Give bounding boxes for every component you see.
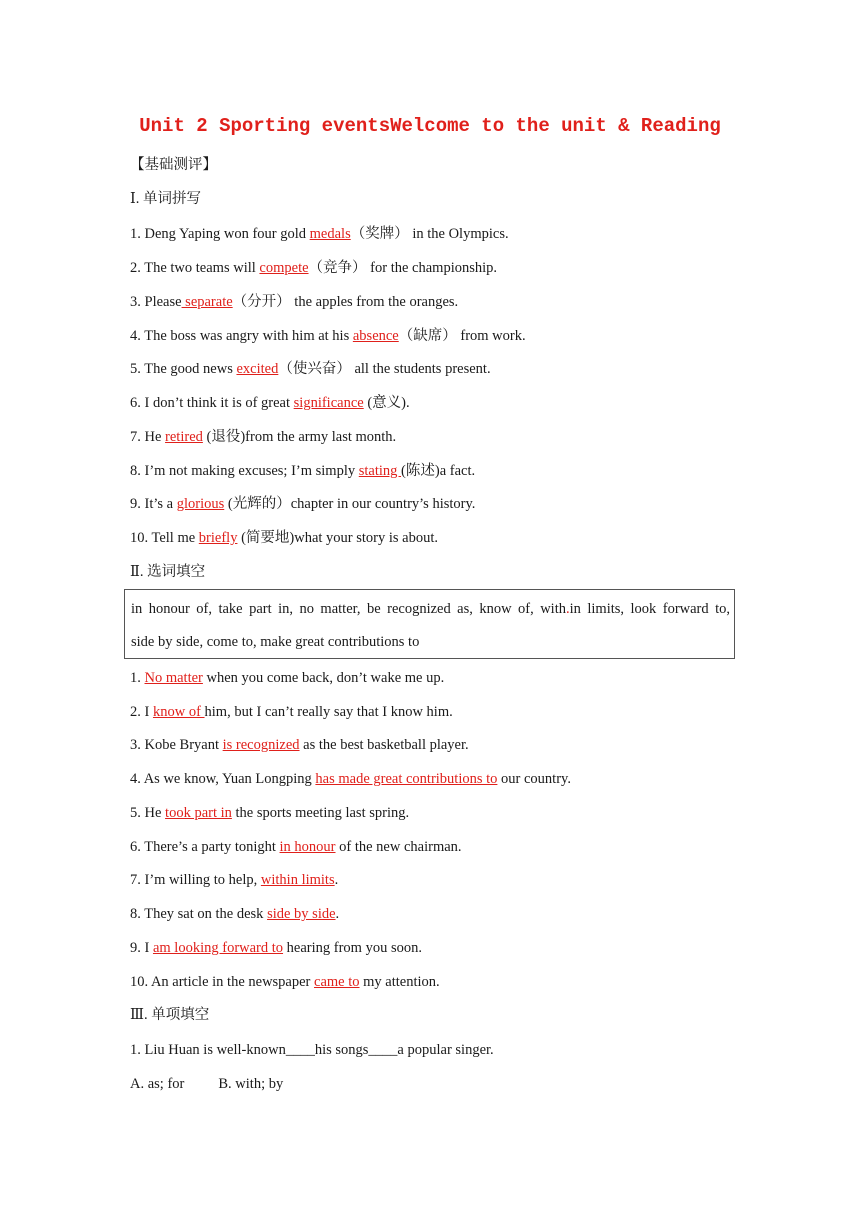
answer: retired bbox=[165, 429, 203, 445]
multiple-choice-question: 1. Liu Huan is well-known____his songs____a popular singer. bbox=[130, 1042, 494, 1058]
spelling-item: 6. I don’t think it is of great significance (意义). bbox=[130, 395, 410, 411]
fill-blank-item: 6. There’s a party tonight in honour of the new chairman. bbox=[130, 839, 462, 855]
fill-blank-item: 1. No matter when you come back, don’t wake me up. bbox=[130, 670, 445, 686]
fill-blank-item: 8. They sat on the desk side by side. bbox=[130, 906, 340, 922]
answer: within limits bbox=[260, 872, 335, 888]
part1-heading: Ⅰ. 单词拼写 bbox=[130, 191, 201, 207]
fill-blank-item: 5. He took part in the sports meeting last spring. bbox=[130, 805, 410, 821]
answer: am looking forward to bbox=[152, 940, 284, 956]
answer: compete bbox=[259, 260, 309, 276]
spelling-item: 5. The good news excited（使兴奋） all the students present. bbox=[130, 361, 491, 377]
spelling-item: 9. It’s a glorious (光辉的）chapter in our country’s history. bbox=[130, 496, 476, 512]
option-b: B. with; by bbox=[218, 1076, 284, 1092]
part2-heading: Ⅱ. 选词填空 bbox=[130, 564, 206, 580]
spelling-item: 8. I’m not making excuses; I’m simply stating (陈述)a fact. bbox=[130, 463, 476, 479]
answer: briefly bbox=[198, 530, 238, 546]
answer: came to bbox=[314, 974, 360, 990]
word-bank-line: side by side, come to, make great contributions to bbox=[131, 634, 420, 650]
section-heading: 【基础测评】 bbox=[130, 157, 217, 173]
answer: separate bbox=[181, 294, 233, 310]
word-bank-box bbox=[124, 589, 735, 659]
part3-heading: Ⅲ. 单项填空 bbox=[130, 1007, 210, 1023]
answer: in honour bbox=[279, 839, 336, 855]
page-title: Unit 2 Sporting eventsWelcome to the unit & Reading bbox=[139, 115, 721, 137]
answer: know of bbox=[152, 704, 205, 720]
spelling-item: 3. Please separate（分开） the apples from the oranges. bbox=[130, 294, 459, 310]
answer: side by side bbox=[267, 906, 336, 922]
word-bank-line: in honour of, take part in, no matter, be recognized as, know of, with.in limits, look forward to, bbox=[131, 601, 731, 617]
answer: medals bbox=[309, 226, 351, 242]
answer: No matter bbox=[144, 670, 203, 686]
spelling-item: 10. Tell me briefly (简要地)what your story is about. bbox=[130, 530, 439, 546]
fill-blank-item: 2. I know of him, but I can’t really say that I know him. bbox=[130, 704, 453, 720]
answer: excited bbox=[236, 361, 279, 377]
spelling-item: 4. The boss was angry with him at his absence（缺席） from work. bbox=[130, 328, 526, 344]
answer: has made great contributions to bbox=[315, 771, 498, 787]
answer-options bbox=[130, 1074, 283, 1094]
answer: absence bbox=[352, 328, 399, 344]
answer: stating bbox=[358, 463, 402, 479]
fill-blank-item: 9. I am looking forward to hearing from you soon. bbox=[130, 940, 422, 956]
fill-blank-item: 3. Kobe Bryant is recognized as the best basketball player. bbox=[130, 737, 469, 753]
answer: is recognized bbox=[222, 737, 300, 753]
answer: significance bbox=[293, 395, 364, 411]
answer: glorious bbox=[176, 496, 225, 512]
option-a: A. as; for bbox=[130, 1076, 185, 1092]
spelling-item: 7. He retired (退役)from the army last month. bbox=[130, 429, 397, 445]
spelling-item: 2. The two teams will compete（竞争） for the championship. bbox=[130, 260, 498, 276]
spelling-item: 1. Deng Yaping won four gold medals（奖牌） in the Olympics. bbox=[130, 226, 509, 242]
fill-blank-item: 10. An article in the newspaper came to my attention. bbox=[130, 974, 440, 990]
fill-blank-item: 4. As we know, Yuan Longping has made great contributions to our country. bbox=[130, 771, 571, 787]
fill-blank-item: 7. I’m willing to help, within limits. bbox=[130, 872, 339, 888]
answer: took part in bbox=[165, 805, 232, 821]
